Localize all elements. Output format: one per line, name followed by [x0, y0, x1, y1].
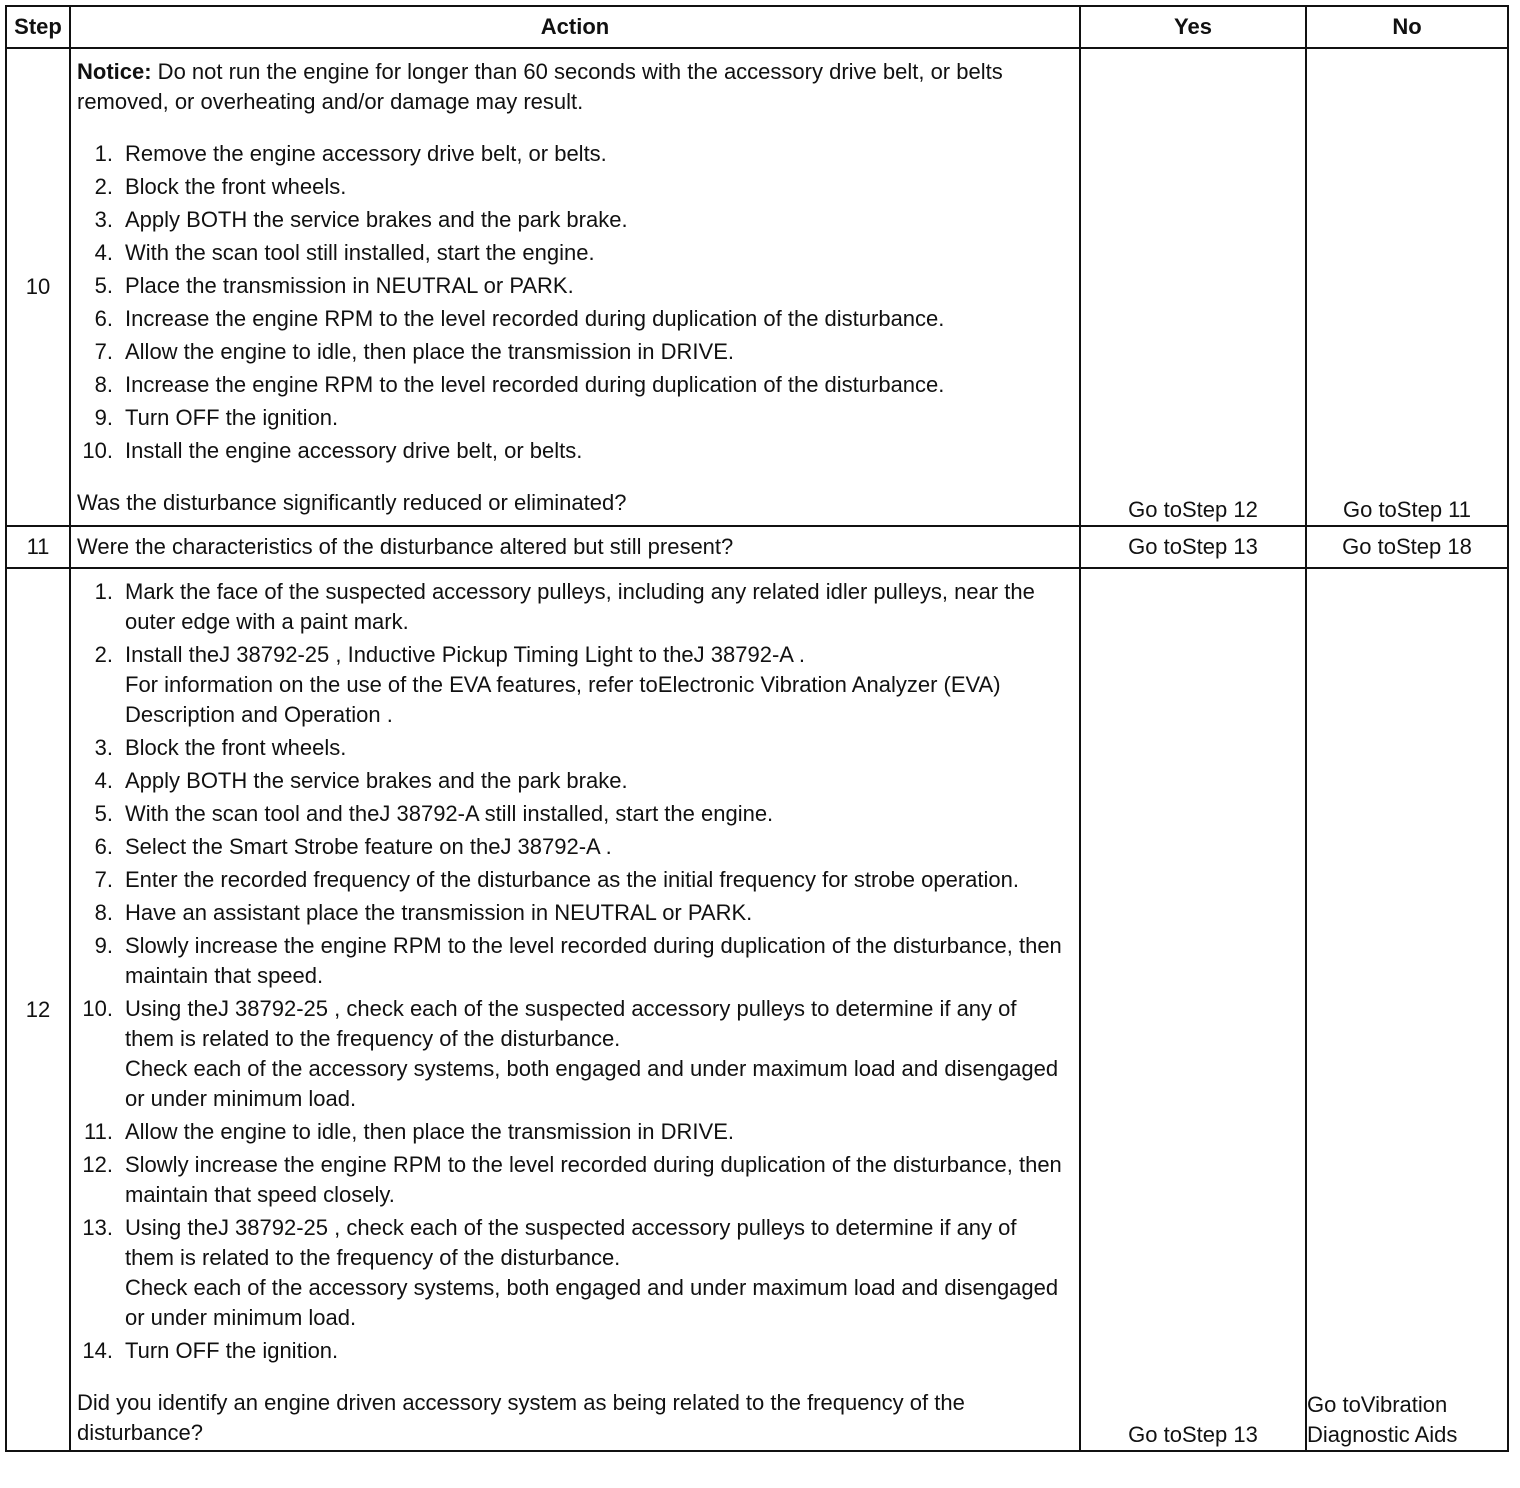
list-item: 10. Install the engine accessory drive belt, or belts.: [82, 438, 583, 463]
list-item: 13. Using theJ 38792-25 , check each of the suspected accessory pulleys to determine if any of them is related to the frequency of the disturbance. Check each of the accessory systems, both engaged and under maximum load and disengaged or under minimum load.: [82, 1215, 1059, 1330]
header-action: Action: [70, 6, 1080, 48]
instruction-list: [77, 139, 1071, 466]
header-step: Step: [6, 6, 70, 48]
action-cell: [70, 568, 1080, 1451]
list-item: 5. Place the transmission in NEUTRAL or PARK.: [94, 273, 574, 298]
no-result-line-1: Go toVibration: [1307, 1392, 1448, 1417]
list-item: 6. Increase the engine RPM to the level recorded during duplication of the disturbance.: [94, 306, 945, 331]
list-item: 2. Block the front wheels.: [94, 174, 347, 199]
list-item: 8. Increase the engine RPM to the level recorded during duplication of the disturbance.: [94, 372, 945, 397]
list-item: 4. Apply BOTH the service brakes and the park brake.: [94, 768, 628, 793]
list-item: 3. Block the front wheels.: [94, 735, 347, 760]
no-result: Go toStep 11: [1306, 48, 1508, 526]
list-item: 7. Enter the recorded frequency of the disturbance as the initial frequency for strobe operation.: [94, 867, 1019, 892]
table-row-step-11: [6, 526, 1508, 568]
list-item: 9. Turn OFF the ignition.: [94, 405, 339, 430]
list-item: 14. Turn OFF the ignition.: [82, 1338, 339, 1363]
no-result: Go toStep 18: [1306, 526, 1508, 568]
list-item: 3. Apply BOTH the service brakes and the park brake.: [94, 207, 628, 232]
diagnostic-table: [5, 5, 1509, 1452]
list-item: 8. Have an assistant place the transmission in NEUTRAL or PARK.: [94, 900, 753, 925]
list-item: 12. Slowly increase the engine RPM to the level recorded during duplication of the disturbance, then maintain that speed closely.: [82, 1152, 1062, 1207]
list-item: 2. Install theJ 38792-25 , Inductive Pickup Timing Light to theJ 38792-A . For information on the use of the EVA features, refer toElectronic Vibration Analyzer (EVA) Description and Operation .: [94, 642, 1001, 727]
yes-result: Go toStep 13: [1080, 526, 1306, 568]
notice: [77, 57, 1071, 117]
yes-result: Go toStep 12: [1080, 48, 1306, 526]
list-item: 1. Remove the engine accessory drive belt, or belts.: [94, 141, 607, 166]
yes-result: Go toStep 13: [1080, 568, 1306, 1451]
table-row-step-10: [6, 48, 1508, 526]
no-result: [1306, 568, 1508, 1451]
list-item: 11. Allow the engine to idle, then place the transmission in DRIVE.: [84, 1119, 734, 1144]
notice-text: Do not run the engine for longer than 60 seconds with the accessory drive belt, or belts removed, or overheating and/or damage may result.: [77, 59, 1003, 114]
list-item: 1. Mark the face of the suspected accessory pulleys, including any related idler pulleys, near the outer edge with a paint mark.: [94, 579, 1035, 634]
question: Was the disturbance significantly reduced or eliminated?: [77, 490, 627, 515]
step-number: 11: [6, 526, 70, 568]
question: Did you identify an engine driven accessory system as being related to the frequency of the disturbance?: [77, 1390, 965, 1445]
list-item: 10. Using theJ 38792-25 , check each of the suspected accessory pulleys to determine if any of them is related to the frequency of the disturbance. Check each of the accessory systems, both engaged and under maximum load and disengaged or under minimum load.: [82, 996, 1059, 1111]
header-row: [6, 6, 1508, 48]
no-result-line-2: Diagnostic Aids: [1307, 1422, 1458, 1447]
header-yes: Yes: [1080, 6, 1306, 48]
action-cell: [70, 48, 1080, 526]
list-item: 4. With the scan tool still installed, start the engine.: [94, 240, 595, 265]
header-no: No: [1306, 6, 1508, 48]
question: Were the characteristics of the disturbance altered but still present?: [70, 526, 1080, 568]
list-item: 9. Slowly increase the engine RPM to the level recorded during duplication of the disturbance, then maintain that speed.: [94, 933, 1062, 988]
list-item: 5. With the scan tool and theJ 38792-A still installed, start the engine.: [94, 801, 774, 826]
step-number: 12: [6, 568, 70, 1451]
list-item: 6. Select the Smart Strobe feature on theJ 38792-A .: [94, 834, 612, 859]
step-number: 10: [6, 48, 70, 526]
notice-label: Notice:: [77, 59, 152, 84]
list-item: 7. Allow the engine to idle, then place the transmission in DRIVE.: [94, 339, 734, 364]
instruction-list: [77, 577, 1071, 1366]
table-row-step-12: [6, 568, 1508, 1451]
